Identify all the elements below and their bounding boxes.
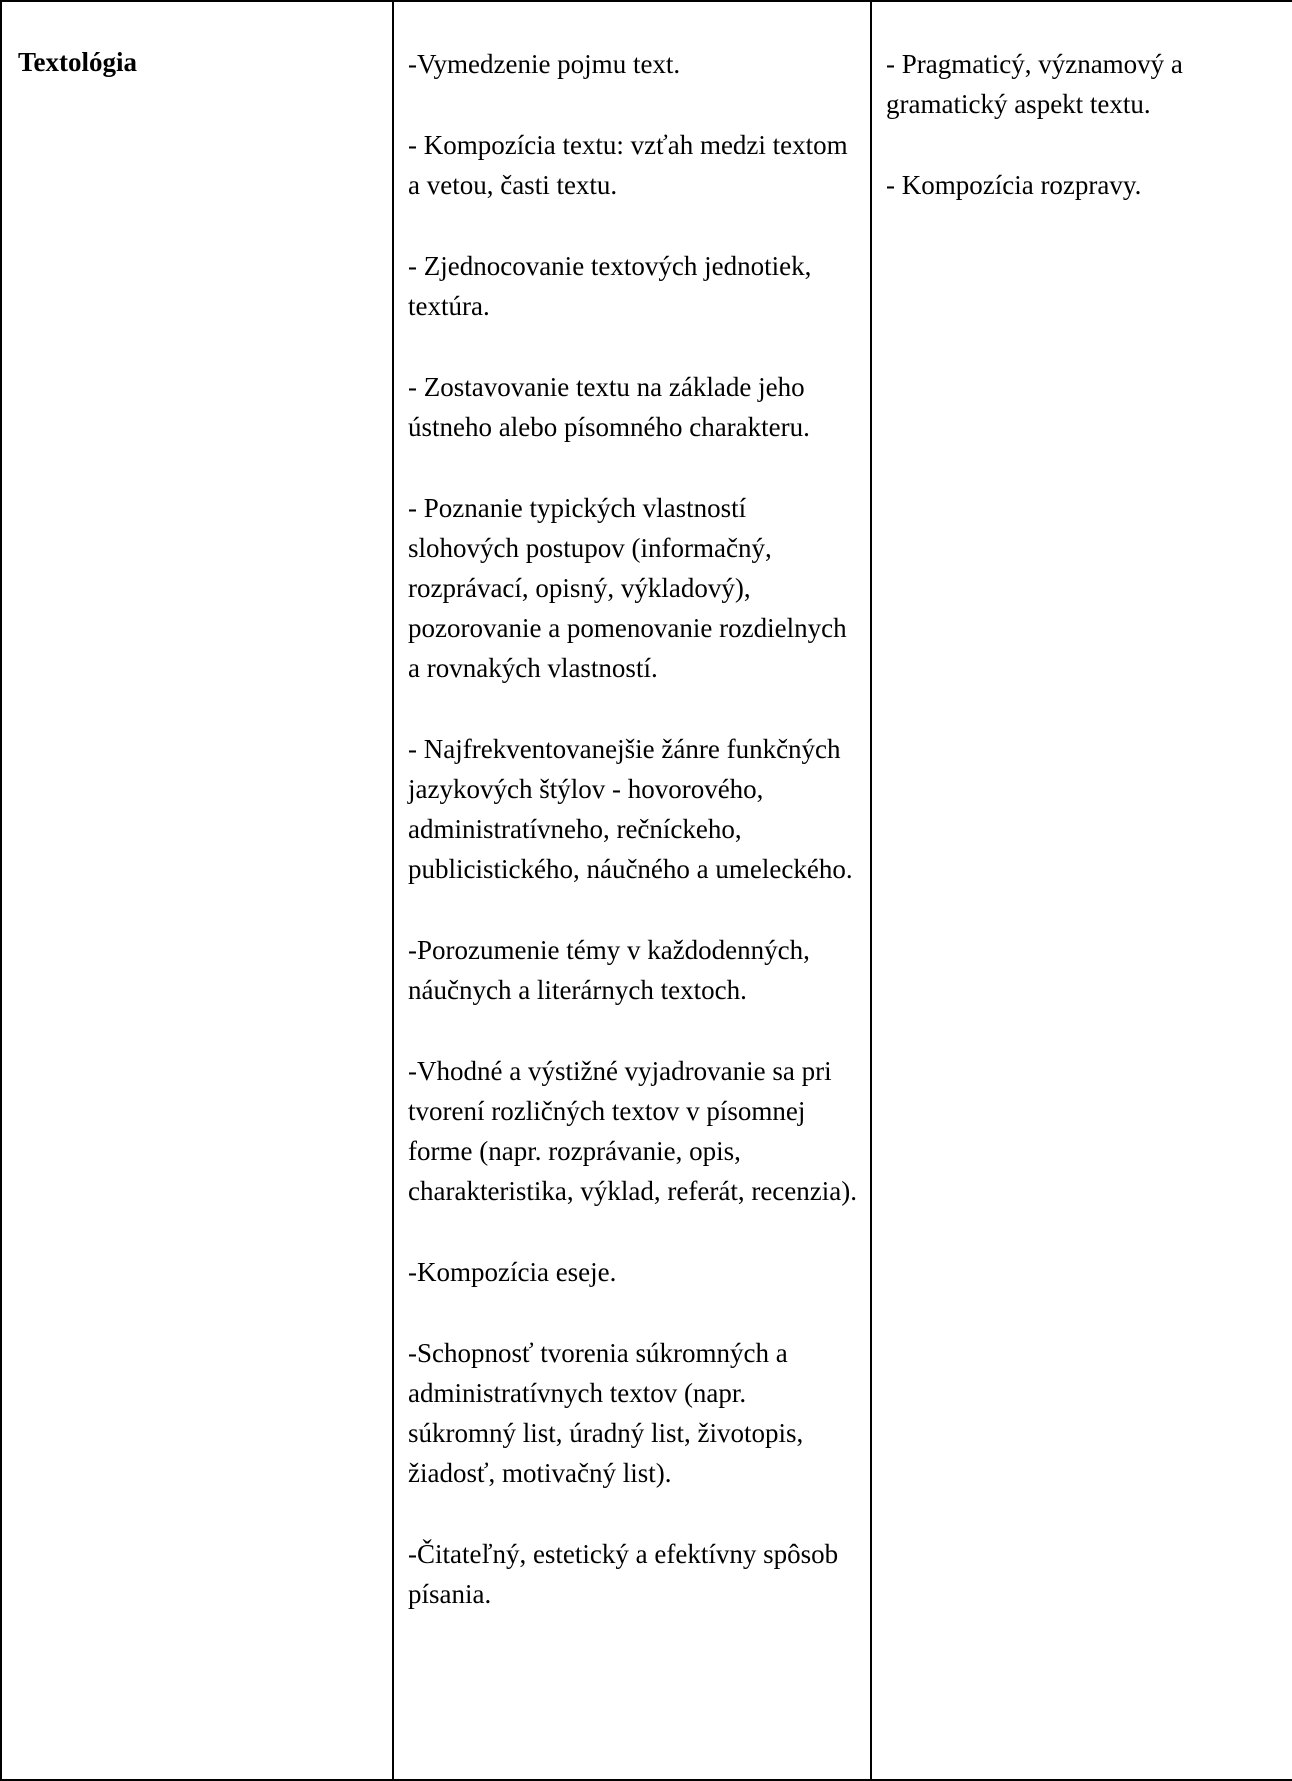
- list-item: -Vhodné a výstižné vyjadrovanie sa pri tvorení rozličných textov v písomnej forme (napr. rozprávanie, opis, charakteristika, výklad, referát, recenzia).: [408, 1056, 857, 1206]
- list-item: - Kompozícia textu: vzťah medzi textom a vetou, časti textu.: [408, 130, 848, 200]
- content-cell: [393, 1, 871, 1780]
- list-item: - Kompozícia rozpravy.: [886, 170, 1142, 200]
- outcomes-cell: [871, 1, 1292, 1780]
- topic-cell: [1, 1, 393, 1780]
- outcomes-list: [886, 44, 1286, 205]
- table-row: [1, 1, 1292, 1780]
- list-item: -Schopnosť tvorenia súkromných a administratívnych textov (napr. súkromný list, úradný list, životopis, žiadosť, motivačný list).: [408, 1338, 804, 1488]
- list-item: - Pragmaticý, významový a gramatický aspekt textu.: [886, 49, 1183, 119]
- list-item: -Kompozícia eseje.: [408, 1257, 617, 1287]
- content-list: [408, 44, 858, 1614]
- list-item: - Najfrekventovanejšie žánre funkčných jazykových štýlov - hovorového, administratívneho, rečníckeho, publicistického, náučného a umeleckého.: [408, 734, 853, 884]
- topic-heading: Textológia: [18, 47, 138, 77]
- list-item: -Porozumenie témy v každodenných, náučnych a literárnych textoch.: [408, 935, 810, 1005]
- list-item: - Zostavovanie textu na základe jeho ústneho alebo písomného charakteru.: [408, 372, 810, 442]
- list-item: -Čitateľný, estetický a efektívny spôsob písania.: [408, 1539, 839, 1609]
- list-item: - Zjednocovanie textových jednotiek, textúra.: [408, 251, 812, 321]
- list-item: - Poznanie typických vlastností slohových postupov (informačný, rozprávací, opisný, výkladový), pozorovanie a pomenovanie rozdielnych a rovnakých vlastností.: [408, 493, 847, 683]
- list-item: -Vymedzenie pojmu text.: [408, 49, 681, 79]
